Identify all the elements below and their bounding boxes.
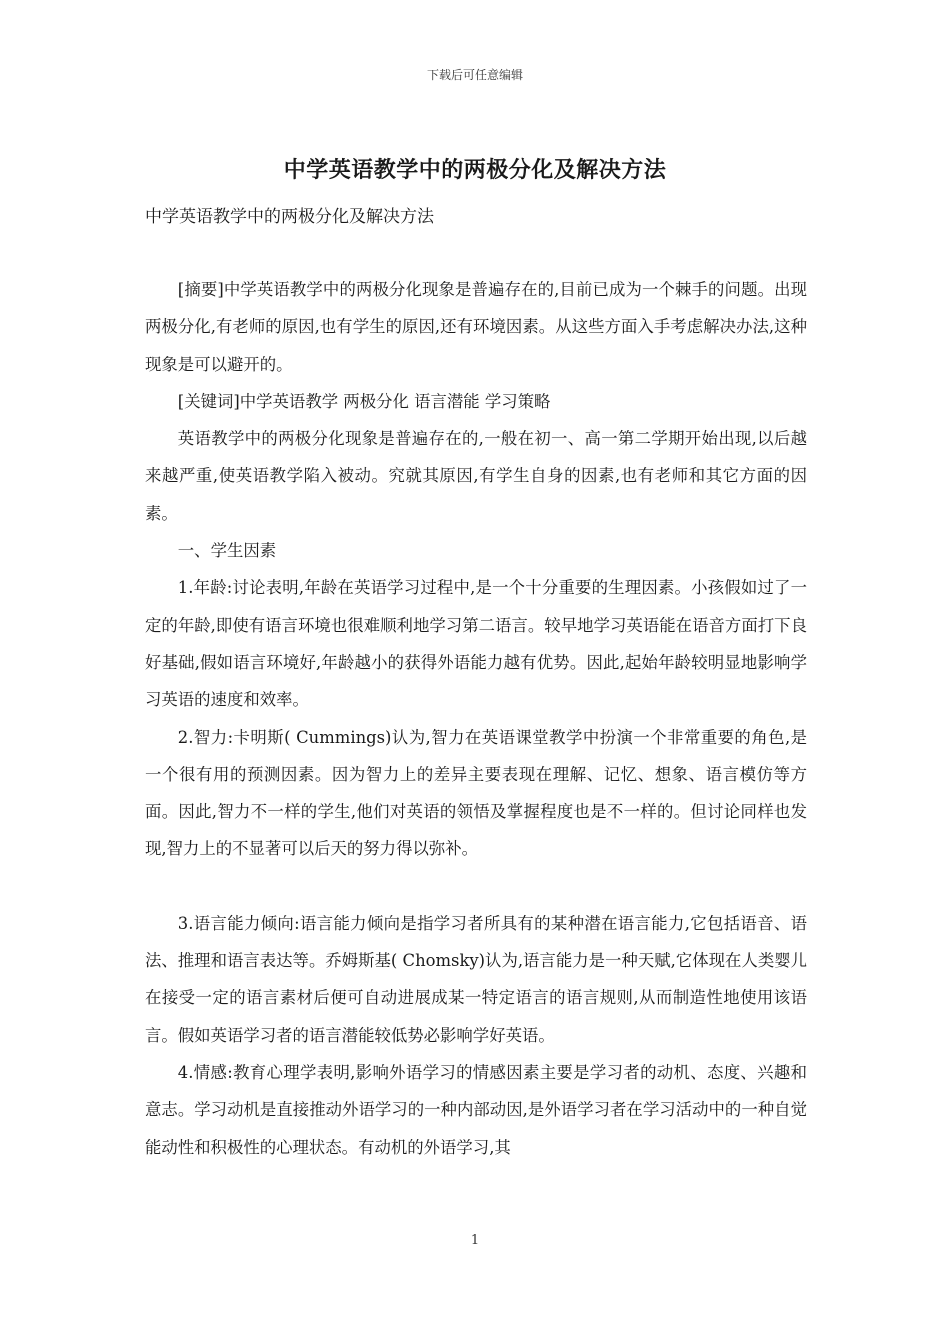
document-subtitle: 中学英语教学中的两极分化及解决方法 [145, 207, 434, 227]
intelligence-paragraph: 2.智力:卡明斯( Cummings)认为,智力在英语课堂教学中扮演一个非常重要的角色,是一个很有用的预测因素。因为智力上的差异主要表现在理解、记忆、想象、语言模仿等方面。因此,智力不一样的学生,他们对英语的领悟及掌握程度也是不一样的。但讨论同样也发现,智力上的不显著可以后天的努力得以弥补。 [145, 727, 807, 859]
header-note: 下载后可任意编辑 [426, 68, 523, 82]
language-aptitude-paragraph: 3.语言能力倾向:语言能力倾向是指学习者所具有的某种潜在语言能力,它包括语音、语法、推理和语言表达等。乔姆斯基( Chomsky)认为,语言能力是一种天赋,它体现在人类婴儿在接受一定的语言素材后便可自动进展成某一特定语言的语言规则,从而制造性地使用该语言。假如英语学习者的语言潜能较低势必影响学好英语。 [145, 913, 807, 1045]
document-body [145, 271, 807, 1166]
page-number: 1 [470, 1233, 480, 1248]
paragraph-gap [145, 868, 807, 905]
emotion-paragraph: 4.情感:教育心理学表明,影响外语学习的情感因素主要是学习者的动机、态度、兴趣和意志。学习动机是直接推动外语学习的一种内部动因,是外语学习者在学习活动中的一种自觉能动性和积极性的心理状态。有动机的外语学习,其 [145, 1062, 807, 1157]
keywords-paragraph: [关键词]中学英语教学 两极分化 语言潜能 学习策略 [177, 391, 551, 411]
abstract-paragraph: [摘要]中学英语教学中的两极分化现象是普遍存在的,目前已成为一个棘手的问题。出现两极分化,有老师的原因,也有学生的原因,还有环境因素。从这些方面入手考虑解决办法,这种现象是可以避开的。 [145, 280, 807, 374]
document-title: 中学英语教学中的两极分化及解决方法 [283, 158, 667, 183]
intro-paragraph: 英语教学中的两极分化现象是普遍存在的,一般在初一、高一第二学期开始出现,以后越来越严重,使英语教学陷入被动。究就其原因,有学生自身的因素,也有老师和其它方面的因素。 [145, 429, 807, 523]
section-heading-student-factors: 一、学生因素 [177, 541, 277, 561]
age-paragraph: 1.年龄:讨论表明,年龄在英语学习过程中,是一个十分重要的生理因素。小孩假如过了一定的年龄,即使有语言环境也很难顺利地学习第二语言。较早地学习英语能在语音方面打下良好基础,假如语言环境好,年龄越小的获得外语能力越有优势。因此,起始年龄较明显地影响学习英语的速度和效率。 [145, 578, 807, 710]
